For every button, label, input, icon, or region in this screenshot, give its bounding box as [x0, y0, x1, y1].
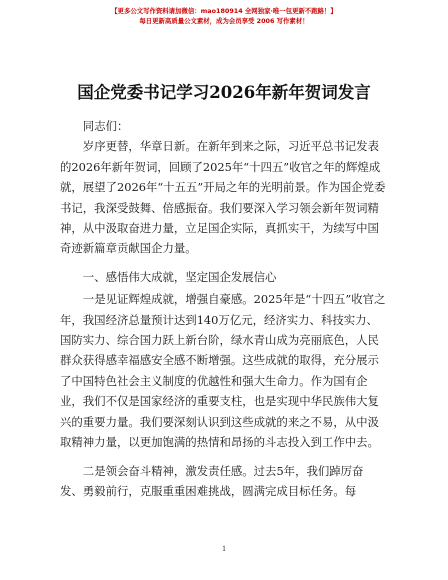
page-number: 1 [222, 544, 226, 553]
intro-paragraph: 岁序更替，华章日新。在新年到来之际，习近平总书记发表的2026年新年贺词，回顾了2025年“十四五”收官之年的辉煌成就，展望了2026年“十五五”开局之年的光明前景。作为国企党委书记，我深受鼓舞、倍感振奋。我们要深入学习领会新年贺词精神，从中汲取奋进力量，立足国企实际，真抓实干，为续写中国奇迹新篇章贡献国企力量。 [60, 139, 386, 256]
body-paragraph: 二是领会奋斗精神，激发责任感。过去5年，我们踔厉奋发、勇毅前行，克服重重困难挑战，圆满完成目标任务。每 [60, 463, 364, 498]
promo-banner-line1: 【更多公文写作资料请加微信：mao180914 全网独家·唯一包更新不跑路！】 [111, 7, 337, 15]
document-body [60, 116, 386, 501]
salutation: 同志们： [82, 119, 129, 133]
body-paragraph: 一是见证辉煌成就，增强自豪感。2025年是“十四五”收官之年，我国经济总量预计达到140万亿元，经济实力、科技实力、国防实力、综合国力跃上新台阶，绿水青山成为亮丽底色，人民群众获得感幸福感安全感不断增强。这些成就的取得，充分展示了中国特色社会主义制度的优越性和强大生命力。作为国有企业，我们不仅是国家经济的重要支柱，也是实现中华民族伟大复兴的重要力量。我们要深刻认识到这些成就的来之不易，从中汲取精神力量，以更加饱满的热情和昂扬的斗志投入到工作中去。 [60, 292, 386, 450]
promo-banner-line2: 每日更新高质量公文素材，成为会员享受 2006 写作素材！ [139, 17, 309, 25]
promo-banner [40, 6, 408, 26]
document-title: 国企党委书记学习2026年新年贺词发言 [77, 83, 371, 102]
section-heading: 一、感悟伟大成就，坚定国企发展信心 [82, 269, 277, 284]
